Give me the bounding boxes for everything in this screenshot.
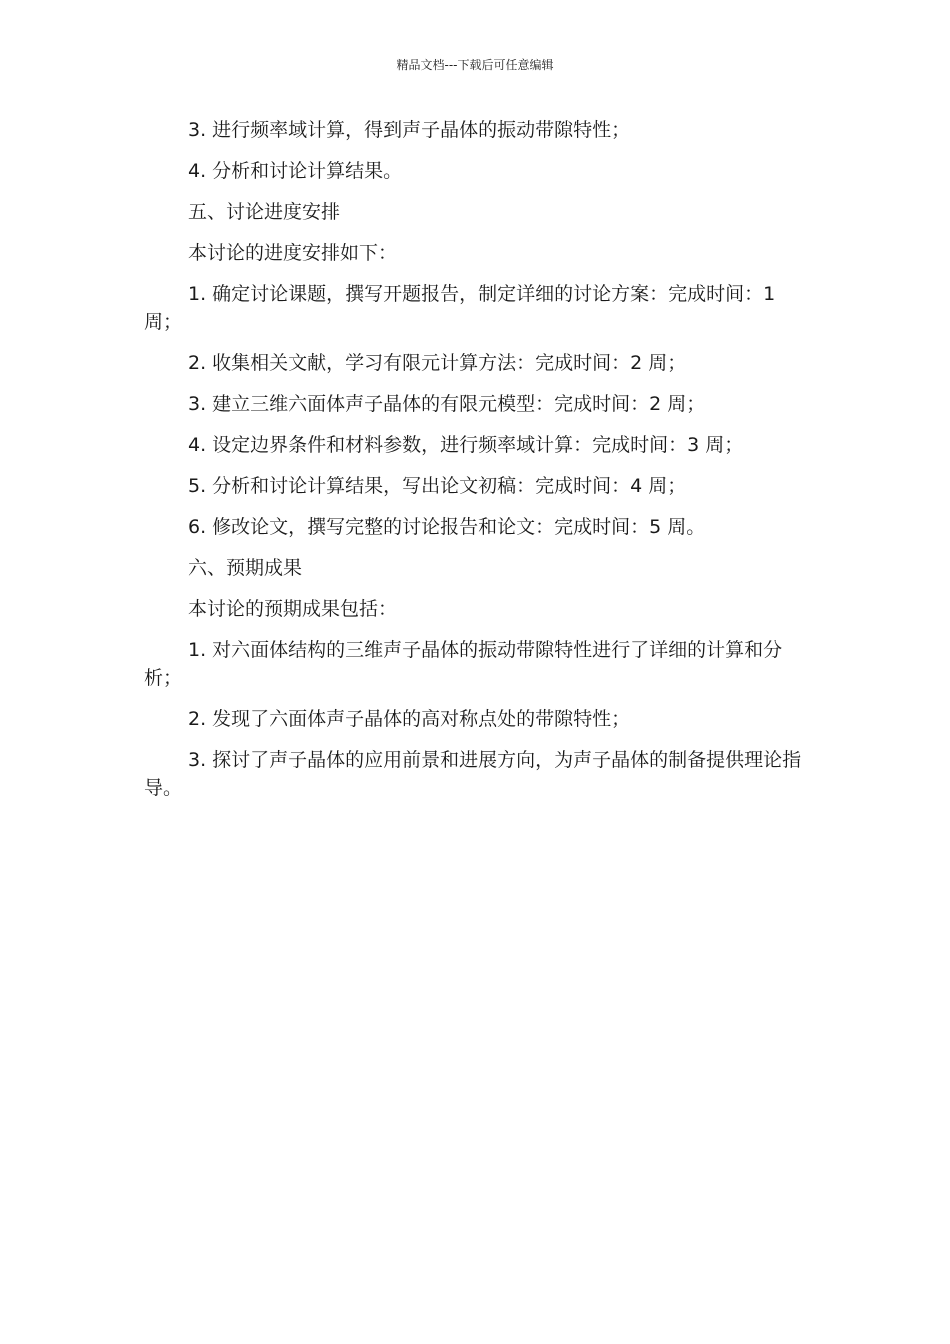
schedule-item-1: 1. 确定讨论课题，撰写开题报告，制定详细的讨论方案：完成时间：1 周； [144,283,776,333]
paragraph-step-3: 3. 进行频率域计算，得到声子晶体的振动带隙特性； [188,119,631,141]
outcome-item-1: 1. 对六面体结构的三维声子晶体的振动带隙特性进行了详细的计算和分析； [144,639,783,689]
schedule-item-2: 2. 收集相关文献，学习有限元计算方法：完成时间：2 周； [188,352,687,374]
page-header: 精品文档---下载后可任意编辑 [396,58,554,72]
paragraph-step-4: 4. 分析和讨论计算结果。 [188,160,403,182]
outcome-item-3: 3. 探讨了声子晶体的应用前景和进展方向，为声子晶体的制备提供理论指导。 [144,749,802,799]
document-body [144,116,806,815]
schedule-item-4: 4. 设定边界条件和材料参数，进行频率域计算：完成时间：3 周； [188,434,744,456]
schedule-item-3: 3. 建立三维六面体声子晶体的有限元模型：完成时间：2 周； [188,393,706,415]
outcome-item-2: 2. 发现了六面体声子晶体的高对称点处的带隙特性； [188,708,631,730]
section-heading-schedule: 五、讨论进度安排 [188,201,341,223]
section-heading-outcomes: 六、预期成果 [188,557,303,579]
paragraph-schedule-intro: 本讨论的进度安排如下： [188,242,398,264]
schedule-item-5: 5. 分析和讨论计算结果，写出论文初稿：完成时间：4 周； [188,475,687,497]
paragraph-outcomes-intro: 本讨论的预期成果包括： [188,598,398,620]
schedule-item-6: 6. 修改论文，撰写完整的讨论报告和论文：完成时间：5 周。 [188,516,706,538]
